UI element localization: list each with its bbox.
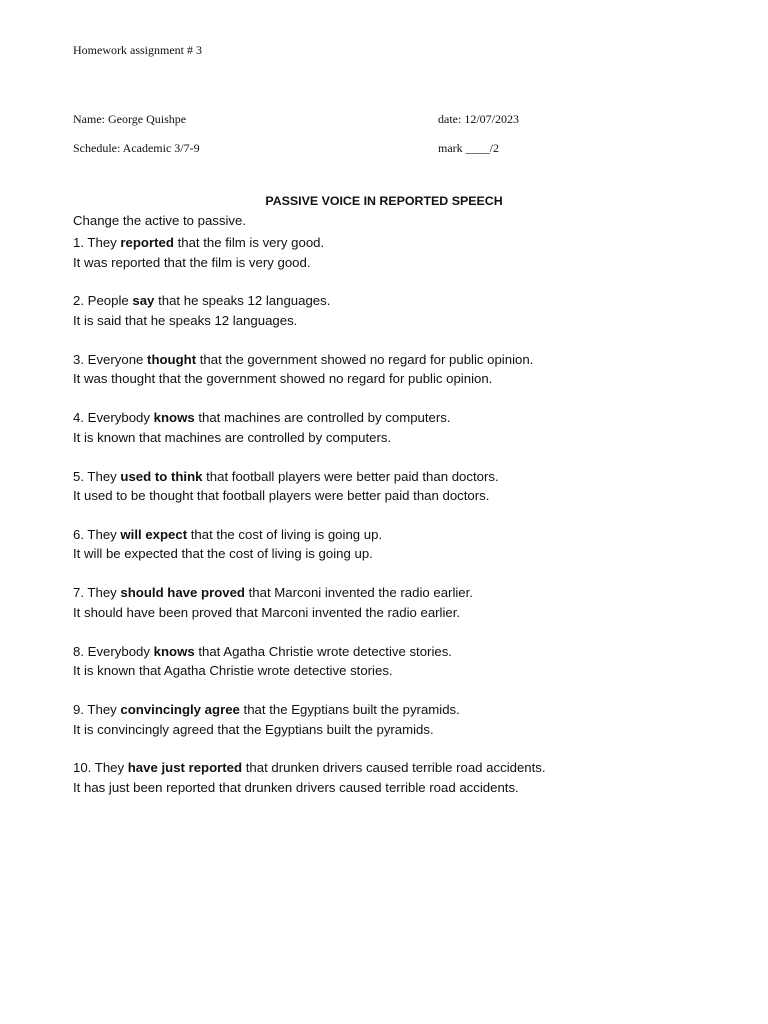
passive-answer: It is known that Agatha Christie wrote detective stories. (73, 663, 393, 679)
active-sentence: 4. Everybody knows that machines are controlled by computers. (73, 410, 451, 426)
exercise-item (73, 408, 546, 447)
active-sentence: 6. They will expect that the cost of living is going up. (73, 526, 383, 542)
assignment-heading: Homework assignment # 3 (73, 43, 202, 57)
exercise-item (73, 233, 546, 272)
exercise-item (73, 758, 546, 797)
active-sentence: 1. They reported that the film is very good. (73, 235, 325, 250)
exercise-item (73, 291, 546, 330)
exercise-item (73, 467, 546, 506)
exercise-item (73, 350, 546, 389)
assignment-date: date: 12/07/2023 (438, 112, 519, 126)
passive-answer: It is said that he speaks 12 languages. (73, 312, 298, 328)
worksheet-title-text: PASSIVE VOICE IN REPORTED SPEECH (265, 194, 503, 208)
active-sentence: 10. They have just reported that drunken drivers caused terrible road accidents. (73, 760, 546, 776)
passive-answer: It should have been proved that Marconi invented the radio earlier. (73, 604, 461, 620)
exercise-item (73, 583, 546, 622)
passive-answer: It was reported that the film is very good. (73, 254, 311, 270)
mark-field: mark ____/2 (438, 141, 499, 155)
passive-answer: It has just been reported that drunken drivers caused terrible road accidents. (73, 779, 519, 795)
exercise-item (73, 700, 546, 739)
active-sentence: 2. People say that he speaks 12 languages. (73, 293, 331, 309)
student-name: Name: George Quishpe (73, 112, 187, 126)
worksheet-title (0, 194, 768, 208)
passive-answer: It will be expected that the cost of living is going up. (73, 546, 373, 562)
passive-answer: It is known that machines are controlled by computers. (73, 429, 392, 445)
passive-answer: It used to be thought that football players were better paid than doctors. (73, 488, 490, 504)
active-sentence: 3. Everyone thought that the government showed no regard for public opinion. (73, 351, 534, 367)
exercise-item (73, 642, 546, 681)
instructions: Change the active to passive. (73, 213, 247, 228)
active-sentence: 5. They used to think that football players were better paid than doctors. (73, 468, 499, 484)
active-sentence: 7. They should have proved that Marconi invented the radio earlier. (73, 585, 473, 601)
active-sentence: 9. They convincingly agree that the Egyptians built the pyramids. (73, 702, 460, 717)
passive-answer: It was thought that the government showed no regard for public opinion. (73, 371, 493, 387)
active-sentence: 8. Everybody knows that Agatha Christie wrote detective stories. (73, 643, 452, 659)
passive-answer: It is convincingly agreed that the Egyptians built the pyramids. (73, 721, 434, 737)
exercise-item (73, 525, 546, 564)
schedule-info: Schedule: Academic 3/7-9 (73, 141, 200, 155)
exercise-list (73, 233, 546, 798)
